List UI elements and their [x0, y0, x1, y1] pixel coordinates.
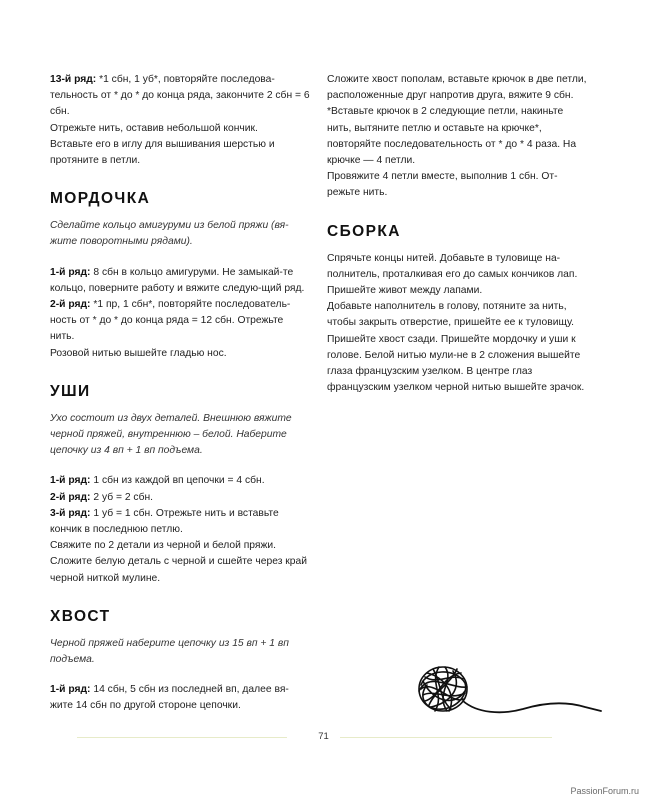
italic-intro: Черной пряжей наберите цепочку из 15 вп + 1 вп подъема. [50, 637, 289, 666]
watermark: PassionForum.ru [570, 786, 639, 796]
yarn-ball-illustration [405, 655, 605, 725]
section-title-tail: ХВОСТ [50, 607, 111, 625]
row2-paragraph [50, 490, 310, 506]
tail-continue-text: Сложите хвост пополам, вставьте крючок в две петли, расположенные друг напротив друга, вяжите 9 сбн. *Вставьте крючок в 2 следующие петли, накиньте нить, вытяните петлю и оставьте на крючке*, повторяйте последовательность от * до * 4 раза. На крючке — 4 петли. [327, 74, 587, 167]
left-column [50, 72, 310, 715]
row13-paragraph [50, 72, 310, 121]
assembly-paragraph-1: Спрячьте концы нитей. Добавьте в туловище на-полнитель, проталкивая его до самых кончиков лап. Пришейте живот между лапами. [327, 252, 578, 297]
instruction-line: Вставьте его в иглу для вышивания шерстью и протяните в петли. [50, 138, 275, 167]
section-title-assembly: СБОРКА [327, 222, 401, 240]
right-column [327, 72, 587, 396]
page-number: 71 [318, 731, 329, 742]
row-label: 1-й ряд: [50, 266, 91, 278]
assembly-paragraph-2: Добавьте наполнитель в голову, потяните за нить, чтобы закрыть отверстие, пришейте ее к туловищу. Пришейте хвост сзади. Пришейте мордочку и уши к голове. Белой нитью мули-не в 2 сложения вышейте глаза французским узелком. В центре глаз французским узелком черной нитью вышейте зрачок. [327, 301, 585, 394]
row-label: 1-й ряд: [50, 475, 91, 487]
row2-paragraph [50, 297, 310, 346]
row-label: 3-й ряд: [50, 507, 91, 519]
row-text: 14 сбн, 5 сбн из последней вп, далее вя-жите 14 сбн по другой стороне цепочки. [50, 684, 289, 712]
row-text: 2 уб = 2 сбн. [93, 491, 154, 503]
italic-intro: Ухо состоит из двух деталей. Внешнюю вяжите черной пряжей, внутреннюю – белой. Наберите цепочку из 4 вп + 1 вп подъема. [50, 412, 292, 457]
row-text: 1 сбн из каждой вп цепочки = 4 сбн. [93, 475, 265, 487]
row-label: 2-й ряд: [50, 299, 91, 311]
instruction-line: Свяжите по 2 детали из черной и белой пряжи. [50, 540, 276, 552]
row-text: *1 сбн, 1 уб*, повторяйте последова-тельность от * до * до конца ряда, закончите 2 сбн = 6 сбн. [50, 74, 310, 118]
row-label: 1-й ряд: [50, 684, 91, 696]
row-text: 8 сбн в кольцо амигуруми. Не замыкай-те кольцо, поверните работу и вяжите следую-щий ряд. [50, 266, 305, 294]
instruction-line: Розовой нитью вышейте гладью нос. [50, 347, 227, 359]
instruction-line: Провяжите 4 петли вместе, выполнив 1 сбн. От-режьте нить. [327, 171, 558, 199]
row-text: 1 уб = 1 сбн. Отрежьте нить и вставьте кончик в последнюю петлю. [50, 507, 279, 536]
section-title-ears: УШИ [50, 382, 91, 400]
italic-intro: Сделайте кольцо амигуруми из белой пряжи (вя-жите поворотными рядами). [50, 220, 289, 248]
instruction-line: Сложите белую деталь с черной и сшейте через край черной ниткой мулине. [50, 556, 308, 584]
section-title-muzzle: МОРДОЧКА [50, 190, 151, 208]
row1-paragraph [50, 265, 310, 297]
row-text: *1 пр, 1 сбн*, повторяйте последователь-ность от * до * до конца ряда = 12 сбн. Отрежьте нить. [50, 299, 291, 343]
instruction-line: Отрежьте нить, оставив небольшой кончик. [50, 122, 258, 134]
row-label: 13-й ряд: [50, 74, 97, 85]
row3-paragraph [50, 506, 310, 538]
row1-paragraph [50, 473, 310, 489]
row1-paragraph [50, 682, 310, 714]
row-label: 2-й ряд: [50, 491, 91, 503]
